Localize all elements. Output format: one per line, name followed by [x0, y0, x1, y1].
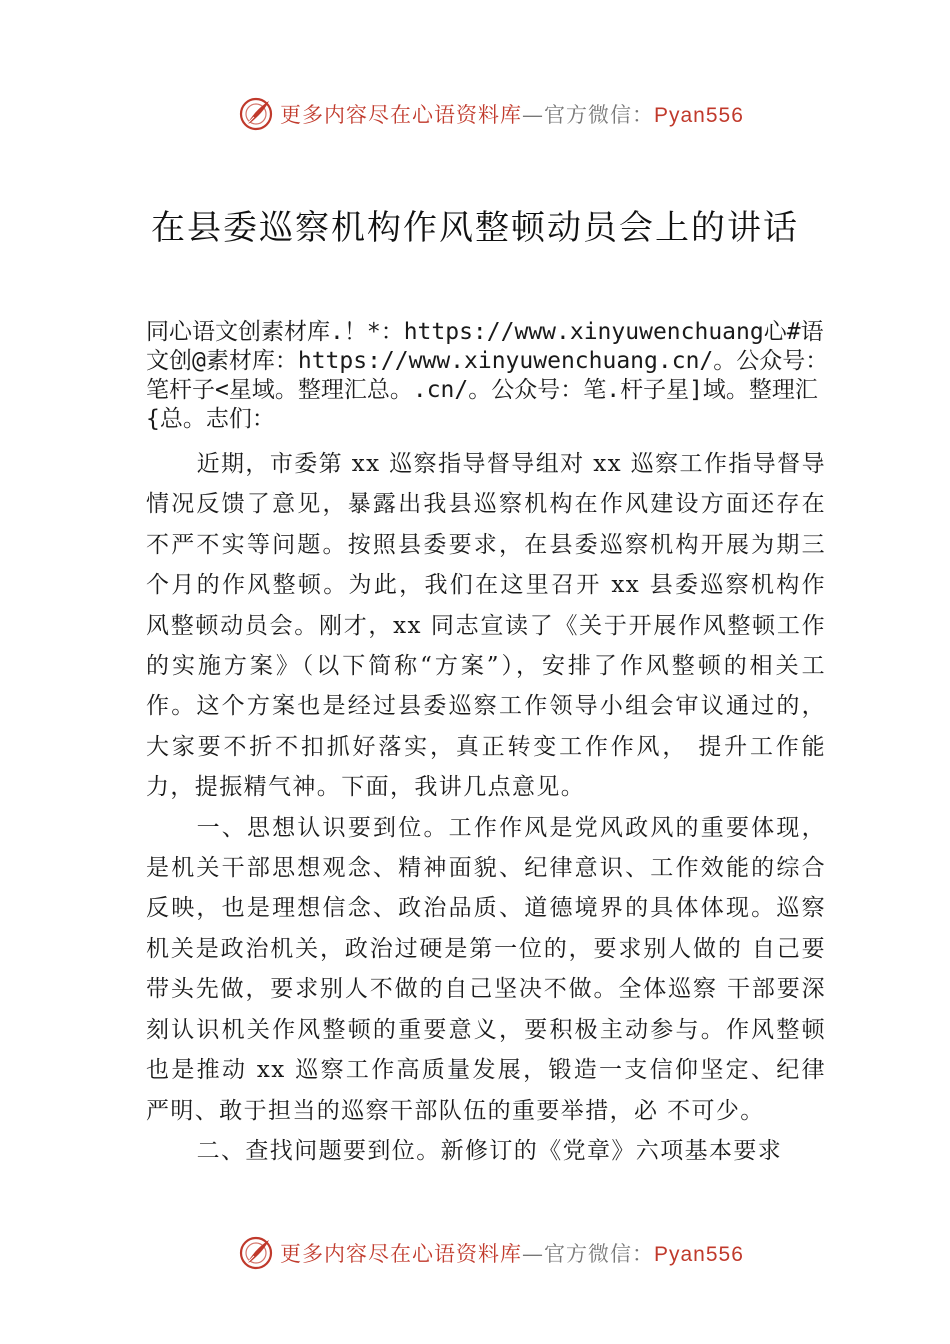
paragraph: 二、查找问题要到位。新修订的《党章》六项基本要求 — [196, 1137, 783, 1164]
footer-watermark-banner — [238, 1233, 758, 1273]
banner-red-text: 更多内容尽在心语资料库 — [280, 1242, 522, 1266]
banner-gray-text: —官方微信： — [522, 103, 654, 127]
banner-gray-text: —官方微信： — [522, 1242, 654, 1266]
quill-logo-icon — [238, 96, 274, 132]
banner-wechat-id: Pyan556 — [654, 1243, 744, 1266]
speech-body — [146, 444, 826, 1171]
quill-logo-icon — [238, 1235, 274, 1271]
banner-red-text: 更多内容尽在心语资料库 — [280, 103, 522, 127]
banner-wechat-id: Pyan556 — [654, 104, 744, 127]
paragraph: 近期，市委第 xx 巡察指导督导组对 xx 巡察工作指导督导情况反馈了意见，暴露出我县巡察机构在作风建设方面还存在不严不实等问题。按照县委要求，在县委巡察机构开展为期三个月的作风整顿。为此，我们在这里召开 xx 县委巡察机构作风整顿动员会。刚才，xx 同志宣读了《关于开展作风整顿工作的实施方案》（以下简称“方案”），安排了作风整顿的相关工作。这个方案也是经过县委巡察工作领导小组会审议通过的，大家要不折不扣抓好落实，真正转变工作作风， 提升工作能力，提振精气神。下面，我讲几点意见。 — [146, 451, 826, 801]
paragraph: 一、思想认识要到位。工作作风是党风政风的重要体现，是机关干部思想观念、精神面貌、纪律意识、工作效能的综合反映，也是理想信念、政治品质、道德境界的具体体现。巡察机关是政治机关，政治过硬是第一位的，要求别人做的 自己要带头先做，要求别人不做的自己坚决不做。全体巡察 干部要深刻认识机关作风整顿的重要意义，要积极主动参与。作风整顿也是推动 xx 巡察工作高质量发展，锻造一支信仰坚定、纪律严明、敢于担当的巡察干部队伍的重要举措，必 不可少。 — [146, 814, 826, 1124]
header-watermark-banner — [238, 94, 758, 134]
page-title: 在县委巡察机构作风整顿动员会上的讲话 — [151, 208, 799, 248]
intro-text: 同心语文创素材库.！*：https://www.xinyuwenchuang心#语文创@素材库：https://www.xinyuwenchuang.cn/。公众号：笔杆子<星域。整理汇总。.cn/。公众号：笔.杆子星]域。整理汇{总。志们： — [146, 319, 829, 432]
